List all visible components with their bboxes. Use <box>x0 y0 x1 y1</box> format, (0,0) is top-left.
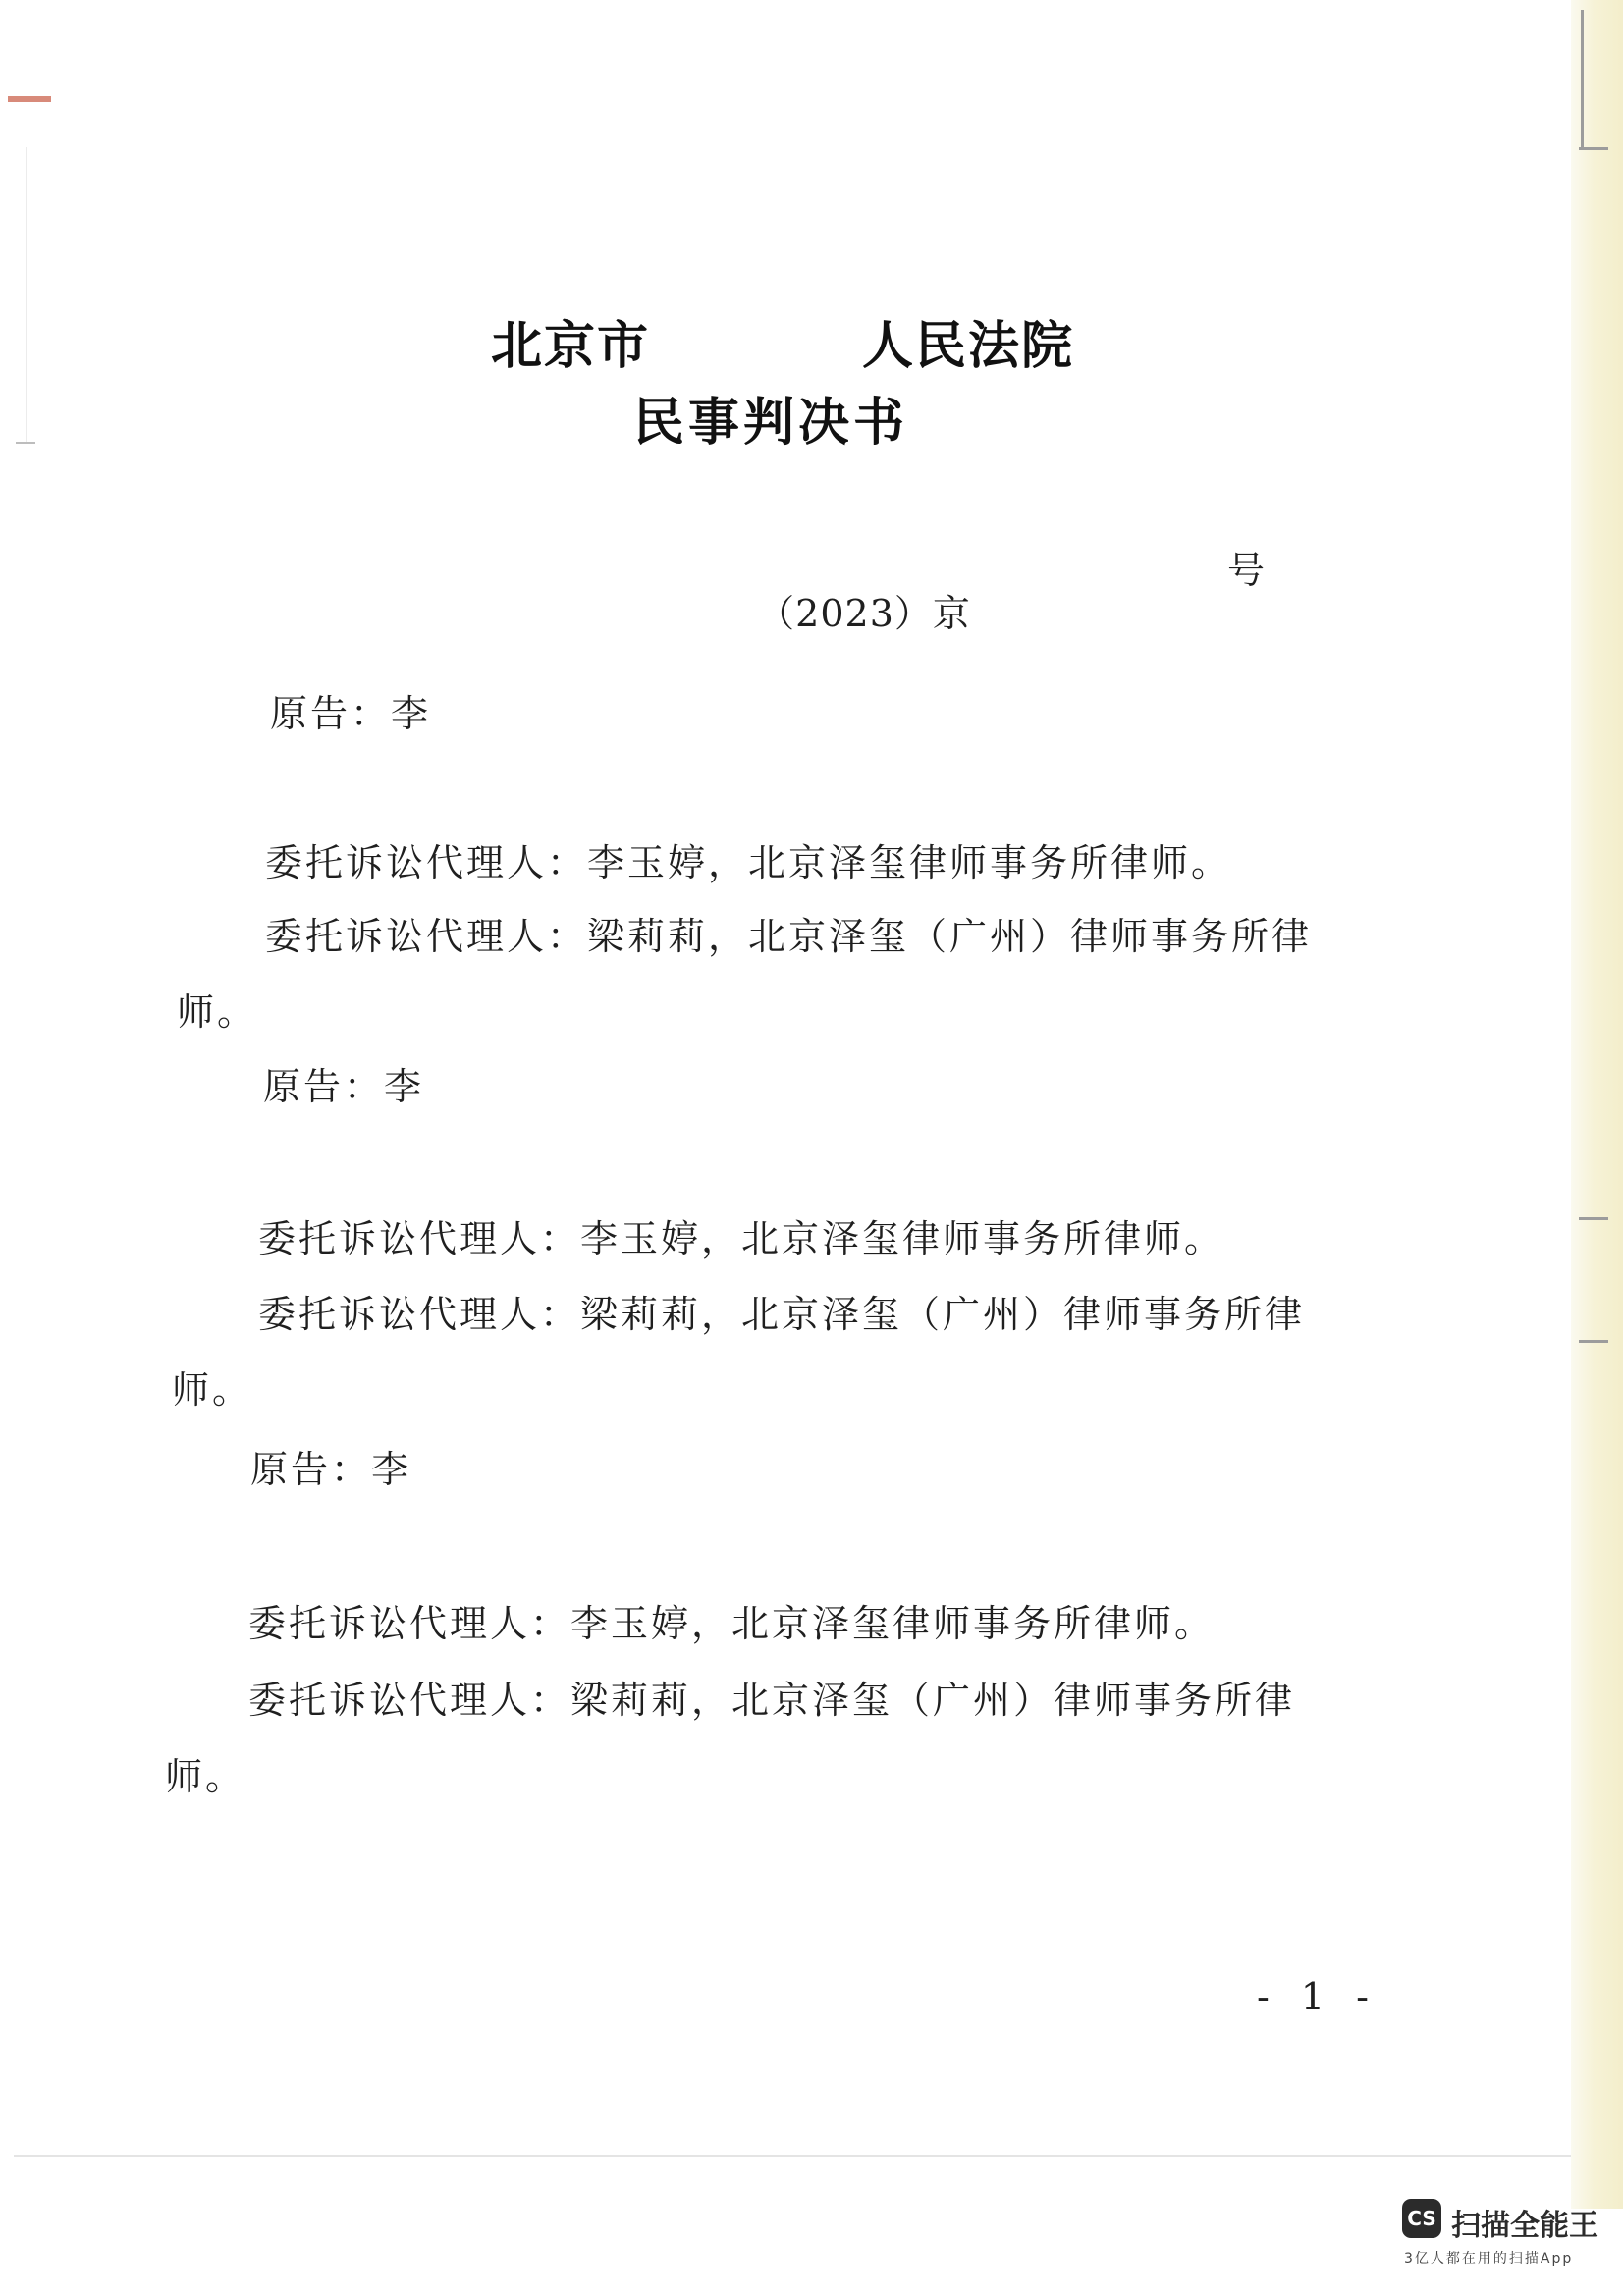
agent-3-1: 委托诉讼代理人：李玉婷，北京泽玺律师事务所律师。 <box>248 1602 1216 1645</box>
court-title: 北京市 人民法院 <box>491 316 1075 376</box>
case-number <box>731 540 1267 637</box>
agent-1-2: 委托诉讼代理人：梁莉莉，北京泽玺（广州）律师事务所律 <box>265 915 1313 958</box>
agent-3-2: 委托诉讼代理人：梁莉莉，北京泽玺（广州）律师事务所律 <box>248 1679 1296 1722</box>
case-number-suffix: 号 <box>1227 549 1267 592</box>
watermark-slogan: 3亿人都在用的扫描App <box>1404 2251 1574 2267</box>
plaintiff-2: 原告：李 <box>263 1065 425 1108</box>
scan-mark <box>16 442 35 444</box>
agent-2-2-tail: 师。 <box>172 1368 253 1412</box>
scan-mark <box>26 147 27 442</box>
agent-1-2-tail: 师。 <box>177 990 258 1034</box>
document-type-title: 民事判决书 <box>633 393 909 453</box>
agent-1-1: 委托诉讼代理人：李玉婷，北京泽玺律师事务所律师。 <box>265 841 1232 884</box>
case-number-prefix: （2023）京 <box>757 592 971 635</box>
agent-2-1: 委托诉讼代理人：李玉婷，北京泽玺律师事务所律师。 <box>258 1217 1225 1260</box>
scanner-watermark <box>1402 2199 1603 2277</box>
page-number: - 1 - <box>1257 1975 1380 2018</box>
plaintiff-1: 原告：李 <box>270 692 432 735</box>
camscanner-logo-icon: CS <box>1402 2199 1441 2238</box>
scan-mark <box>8 96 51 102</box>
agent-3-2-tail: 师。 <box>165 1755 246 1798</box>
agent-2-2: 委托诉讼代理人：梁莉莉，北京泽玺（广州）律师事务所律 <box>258 1293 1306 1336</box>
plaintiff-3: 原告：李 <box>250 1448 412 1491</box>
scan-edge <box>1571 0 1623 2209</box>
watermark-app-name: 扫描全能王 <box>1451 2209 1598 2243</box>
